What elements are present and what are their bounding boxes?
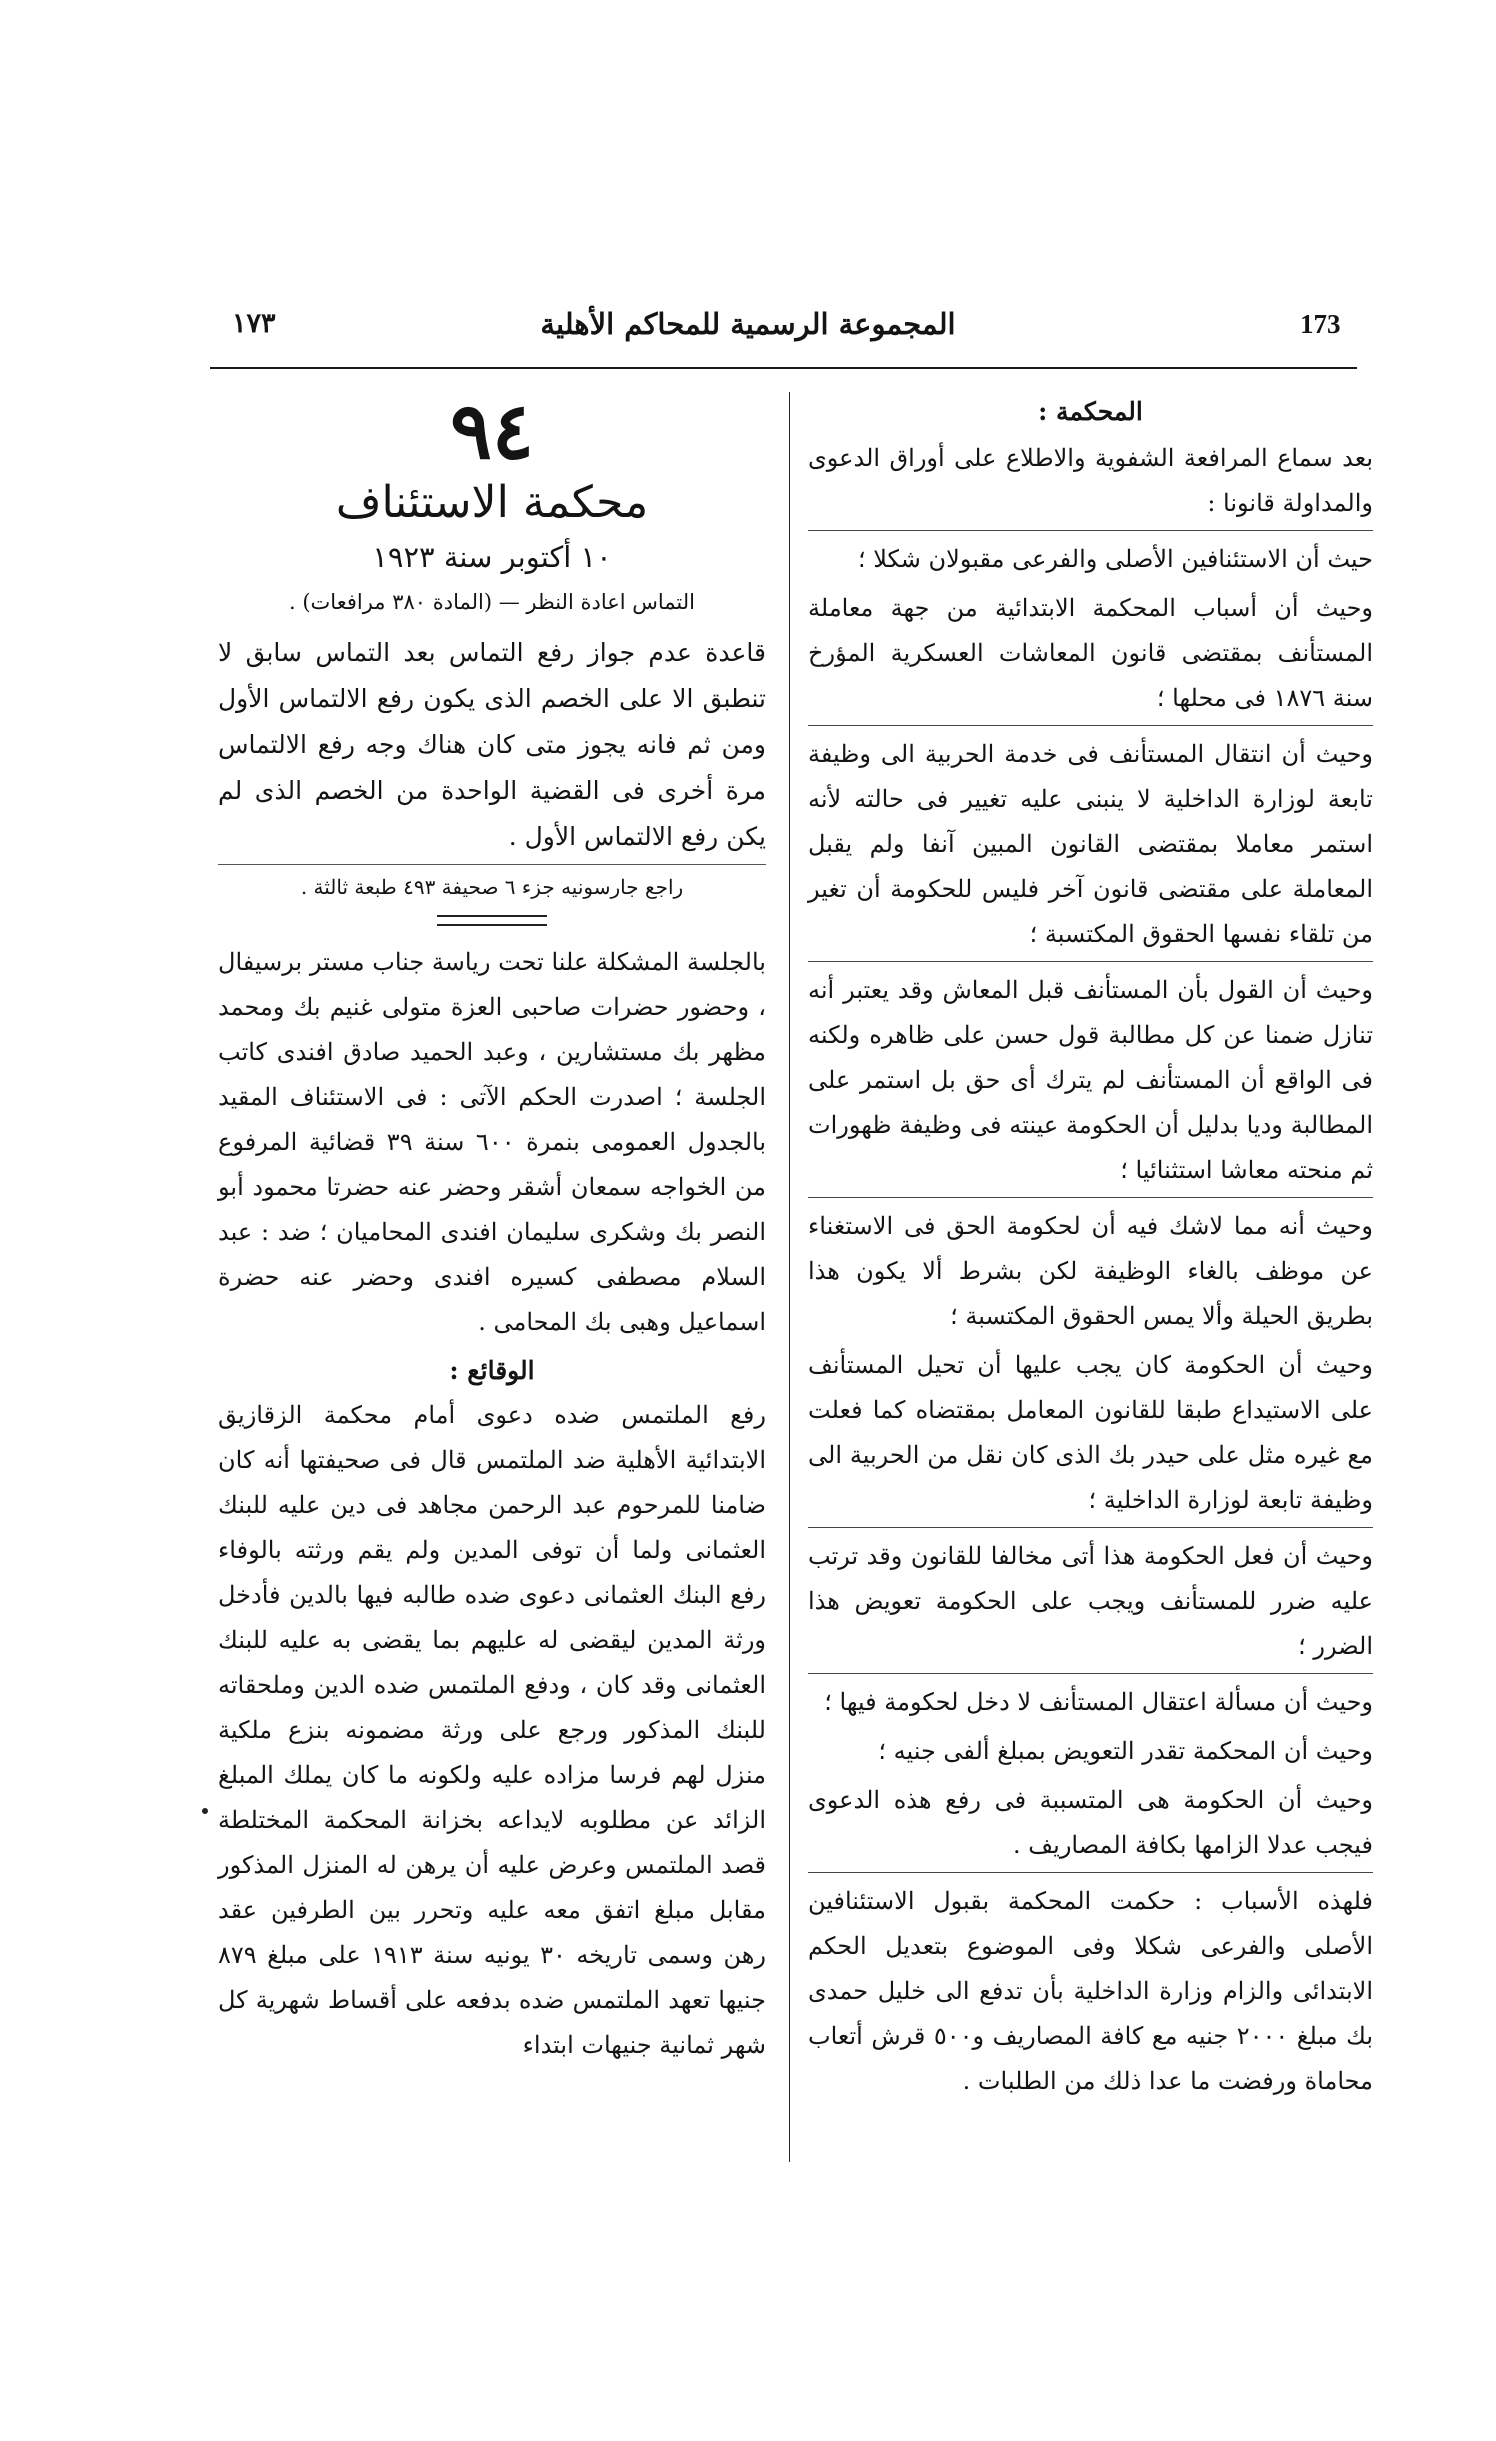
ruling-paragraph: وحيث أن أسباب المحكمة الابتدائية من جهة معاملة المستأنف بمقتضى قانون المعاشات العسكرية المؤرخ سنة ١٨٧٦ فى محلها ؛ [808,594,1373,712]
right-column [808,388,1373,2108]
case-date: ١٠ أكتوبر سنة ١٩٢٣ [372,540,612,574]
ruling-paragraph: وحيث أن فعل الحكومة هذا أتى مخالفا للقانون وقد ترتب عليه ضرر للمستأنف ويجب على الحكومة تعويض هذا الضرر ؛ [808,1527,1373,1669]
stray-ink-dot [202,1808,208,1814]
session-paragraph: بالجلسة المشكلة علنا تحت رياسة جناب مستر برسيفال ، وحضور حضرات صاحبى العزة متولى غنيم بك ومحمد مظهر بك مستشارين ، وعبد الحميد صادق افندى كاتب الجلسة ؛ اصدرت الحكم الآتى : فى الاستئناف المقيد بالجدول العمومى بنمرة ٦٠٠ سنة ٣٩ قضائية المرفوع من الخواجه سمعان أشقر وحضر عنه حضرتا محمود أبو النصر بك وشكرى سليمان افندى المحاميان ؛ ضد : عبد السلام مصطفى كسيره افندى وحضر عنه حضرة اسماعيل وهبى بك المحامى . [218,948,766,1336]
page-number-latin: 173 [1300,309,1341,339]
case-number: ٩٤ [450,386,534,477]
case-reference: راجع جارسونيه جزء ٦ صحيفة ٤٩٣ طبعة ثالثة . [218,864,766,905]
ruling-paragraph: حيث أن الاستئنافين الأصلى والفرعى مقبولان شكلا ؛ [808,530,1373,582]
ruling-label: المحكمة : [1038,397,1143,426]
ruling-paragraph: وحيث أن القول بأن المستأنف قبل المعاش وقد يعتبر أنه تنازل ضمنا عن كل مطالبة قول حسن على ظاهره ولكنه فى الواقع أن المستأنف لم يترك أى حق بل استمر على المطالبة وديا بدليل أن الحكومة عينته فى وظيفة ظهورات ثم منحته معاشا استثنائيا ؛ [808,961,1373,1193]
ruling-verdict: فلهذه الأسباب : حكمت المحكمة بقبول الاستئنافين الأصلى والفرعى شكلا وفى الموضوع بتعديل الحكم الابتدائى والزام وزارة الداخلية بأن تدفع الى خليل حمدى بك مبلغ ٢٠٠٠ جنيه مع كافة المصاريف و٥٠٠ قرش أتعاب محاماة ورفضت ما عدا ذلك من الطلبات . [808,1872,1373,2104]
ruling-paragraph: وحيث أنه مما لاشك فيه أن لحكومة الحق فى الاستغناء عن موظف بالغاء الوظيفة لكن بشرط ألا يكون هذا بطريق الحيلة وألا يمس الحقوق المكتسبة ؛ [808,1197,1373,1339]
ruling-paragraph: وحيث أن مسألة اعتقال المستأنف لا دخل لحكومة فيها ؛ [808,1673,1373,1725]
header-rule [210,367,1357,369]
left-column [218,388,766,2072]
ruling-paragraph: وحيث أن المحكمة تقدر التعويض بمبلغ ألفى جنيه ؛ [878,1737,1373,1765]
column-divider [789,392,790,2162]
case-principle: قاعدة عدم جواز رفع التماس بعد التماس سابق لا تنطبق الا على الخصم الذى يكون رفع الالتماس الأول ومن ثم فانه يجوز متى كان هناك وجه رفع الالتماس مرة أخرى فى القضية الواحدة من الخصم الذى لم يكن رفع الالتماس الأول . [218,638,766,851]
facts-paragraph: رفع الملتمس ضده دعوى أمام محكمة الزقازيق الابتدائية الأهلية ضد الملتمس قال فى صحيفتها أنه كان ضامنا للمرحوم عبد الرحمن مجاهد فى دين عليه للبنك العثمانى ولما أن توفى المدين ولم يقم ورثته بالوفاء رفع البنك العثمانى دعوى ضده طالبه فيها بالدين فأدخل ورثة المدين ليقضى له عليهم بما يقضى به عليه للبنك العثمانى وقد كان ، ودفع الملتمس ضده الدين وملحقاته للبنك المذكور ورجع على ورثة مضمونه بنزع ملكية منزل لهم فرسا مزاده عليه ولكونه ما كان يملك المبلغ الزائد عن مطلوبه لايداعه بخزانة المحكمة المختلطة قصد الملتمس وعرض عليه أن يرهن له المنزل المذكور مقابل مبلغ اتفق معه عليه وتحرر بين الطرفين عقد رهن وسمى تاريخه ٣٠ يونيه سنة ١٩١٣ على مبلغ ٨٧٩ جنيها تعهد الملتمس ضده بدفعه على أقساط شهرية كل شهر ثمانية جنيهات ابتداء [218,1401,766,2059]
page-number-arabic: ١٧٣ [232,308,276,339]
section-divider [437,915,547,926]
case-subject: التماس اعادة النظر — (المادة ٣٨٠ مرافعات) . [288,590,696,614]
running-header-title: المجموعة الرسمية للمحاكم الأهلية [540,307,956,341]
ruling-paragraph: وحيث أن الحكومة هى المتسببة فى رفع هذه الدعوى فيجب عدلا الزامها بكافة المصاريف . [808,1786,1373,1859]
ruling-paragraph: بعد سماع المرافعة الشفوية والاطلاع على أوراق الدعوى والمداولة قانونا : [808,444,1373,517]
facts-heading: الوقائع : [449,1356,535,1385]
court-name: محكمة الاستئناف [335,477,649,528]
ruling-paragraph: وحيث أن انتقال المستأنف فى خدمة الحربية الى وظيفة تابعة لوزارة الداخلية لا ينبنى عليه تغيير فى حالته لأنه استمر معاملا بمقتضى القانون المبين آنفا ولم يقبل المعاملة على مقتضى قانون آخر فليس للحكومة أن تغير من تلقاء نفسها الحقوق المكتسبة ؛ [808,725,1373,957]
ruling-paragraph: وحيث أن الحكومة كان يجب عليها أن تحيل المستأنف على الاستيداع طبقا للقانون المعامل بمقتضاه كما فعلت مع غيره مثل على حيدر بك الذى كان نقل من الحربية الى وظيفة تابعة لوزارة الداخلية ؛ [808,1351,1373,1514]
